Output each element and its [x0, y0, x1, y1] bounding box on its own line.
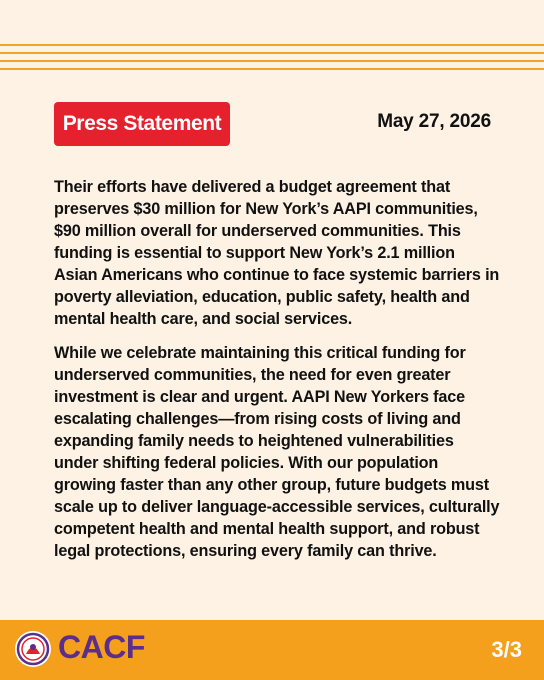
- statement-body: [54, 176, 500, 574]
- press-statement-badge: Press Statement: [54, 102, 230, 146]
- footer-bar: [0, 620, 544, 680]
- decorative-stripes: [0, 44, 544, 70]
- page-indicator: 3/3: [491, 637, 522, 662]
- body-paragraph: Their efforts have delivered a budget agreement that preserves $30 million for New York’s AAPI communities, $90 million overall for underserved communities. This funding is essential to support New York’s 2.1 million Asian Americans who continue to face systemic barriers in poverty alleviation, education, public safety, health and mental health care, and social services.: [54, 178, 500, 328]
- statement-date: May 27, 2026: [377, 111, 491, 132]
- cacf-logo-icon: [14, 630, 52, 668]
- cacf-logo-text: CACF: [58, 629, 145, 665]
- body-paragraph: While we celebrate maintaining this critical funding for underserved communities, the need for even greater investment is clear and urgent. AAPI New Yorkers face escalating challenges—from rising costs of living and expanding family needs to heightened vulnerabilities under shifting federal policies. With our population growing faster than any other group, future budgets must scale up to deliver language-accessible services, culturally competent health and mental health support, and robust legal protections, ensuring every family can thrive.: [54, 344, 500, 560]
